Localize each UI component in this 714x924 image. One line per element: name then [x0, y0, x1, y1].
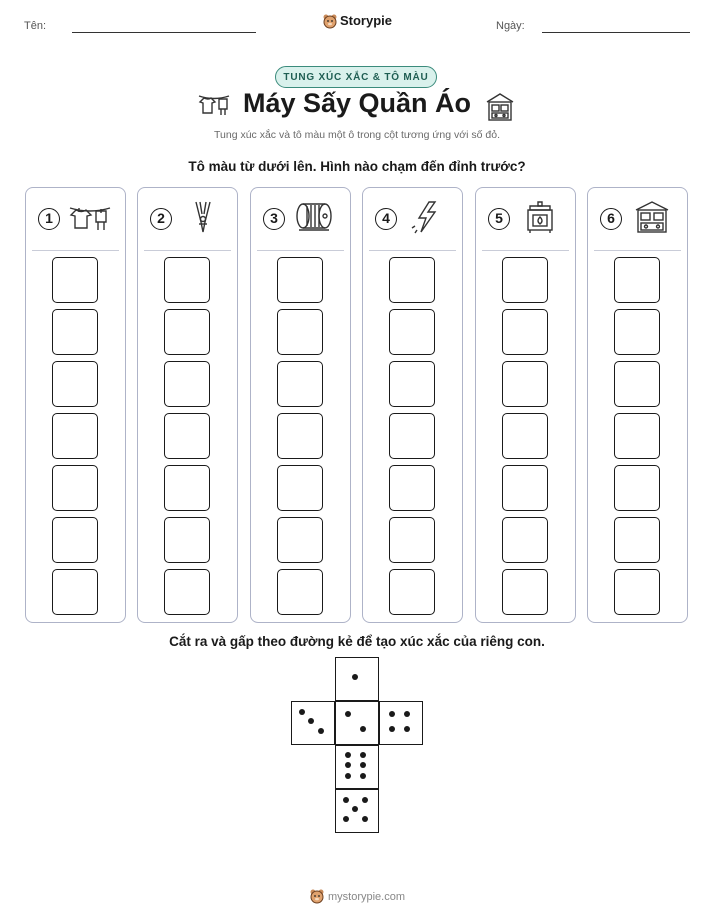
color-cell[interactable] — [389, 465, 435, 511]
color-cell[interactable] — [502, 517, 548, 563]
date-line[interactable] — [542, 32, 690, 33]
color-cell[interactable] — [277, 569, 323, 615]
column-number: 1 — [38, 208, 60, 230]
column-1 — [25, 187, 126, 623]
color-cell[interactable] — [164, 517, 210, 563]
pip — [404, 726, 410, 732]
heater-icon — [518, 200, 562, 239]
pip — [389, 711, 395, 717]
color-cell[interactable] — [52, 257, 98, 303]
dice-face-5 — [335, 789, 379, 833]
color-cell[interactable] — [389, 309, 435, 355]
pip — [362, 816, 368, 822]
activity-badge: TUNG XÚC XẮC & TÔ MÀU — [275, 66, 437, 88]
color-cell[interactable] — [502, 569, 548, 615]
brand-name: Storypie — [339, 13, 392, 28]
color-cell[interactable] — [277, 361, 323, 407]
column-4 — [362, 187, 463, 623]
color-cell[interactable] — [52, 413, 98, 459]
bear-icon — [322, 13, 338, 32]
color-cell[interactable] — [389, 257, 435, 303]
pip — [318, 728, 324, 734]
coloring-instruction: Tô màu từ dưới lên. Hình nào chạm đến đỉnh trước? — [188, 159, 526, 174]
laundry-room-icon — [485, 92, 515, 127]
color-cell[interactable] — [389, 361, 435, 407]
color-cell[interactable] — [614, 517, 660, 563]
bear-icon — [309, 888, 325, 907]
pip — [345, 762, 351, 768]
color-cell[interactable] — [389, 413, 435, 459]
column-divider — [369, 250, 456, 251]
column-5 — [475, 187, 576, 623]
color-cell[interactable] — [277, 257, 323, 303]
column-divider — [594, 250, 681, 251]
lightning-icon — [405, 200, 449, 239]
color-cell[interactable] — [277, 413, 323, 459]
pip — [343, 797, 349, 803]
color-cell[interactable] — [52, 569, 98, 615]
column-number: 2 — [150, 208, 172, 230]
column-6 — [587, 187, 688, 623]
color-cell[interactable] — [52, 361, 98, 407]
color-cell[interactable] — [502, 465, 548, 511]
page-title: Máy Sấy Quần Áo — [242, 88, 472, 118]
dryer-drum-icon — [293, 200, 337, 239]
pip — [360, 726, 366, 732]
dice-face-4 — [379, 701, 423, 745]
subtitle: Tung xúc xắc và tô màu một ô trong cột tương ứng với số đỏ. — [214, 129, 500, 141]
column-number: 3 — [263, 208, 285, 230]
dice-face-3 — [291, 701, 335, 745]
pip — [345, 773, 351, 779]
color-cell[interactable] — [164, 413, 210, 459]
color-cell[interactable] — [164, 309, 210, 355]
pip — [362, 797, 368, 803]
clothesline-icon — [68, 200, 112, 239]
pip — [343, 816, 349, 822]
column-number: 5 — [488, 208, 510, 230]
date-label: Ngày: — [496, 20, 525, 32]
column-number: 6 — [600, 208, 622, 230]
column-number: 4 — [375, 208, 397, 230]
pip — [352, 674, 358, 680]
pip — [360, 762, 366, 768]
brand-logo — [0, 13, 714, 32]
pip — [308, 718, 314, 724]
pip — [299, 709, 305, 715]
color-cell[interactable] — [502, 413, 548, 459]
name-line[interactable] — [72, 32, 256, 33]
pip — [360, 752, 366, 758]
color-cell[interactable] — [52, 309, 98, 355]
column-divider — [482, 250, 569, 251]
laundry-room-icon — [630, 200, 674, 239]
pip — [352, 806, 358, 812]
column-2 — [137, 187, 238, 623]
column-divider — [144, 250, 231, 251]
color-cell[interactable] — [614, 413, 660, 459]
dice-face-2 — [335, 701, 379, 745]
color-cell[interactable] — [277, 465, 323, 511]
name-label: Tên: — [24, 20, 47, 32]
color-cell[interactable] — [164, 465, 210, 511]
color-cell[interactable] — [389, 569, 435, 615]
cut-instruction: Cắt ra và gấp theo đường kẻ để tạo xúc xắc của riêng con. — [169, 634, 545, 649]
color-cell[interactable] — [277, 309, 323, 355]
color-cell[interactable] — [614, 569, 660, 615]
color-cell[interactable] — [52, 465, 98, 511]
color-cell[interactable] — [164, 569, 210, 615]
pip — [389, 726, 395, 732]
color-cell[interactable] — [502, 309, 548, 355]
pip — [360, 773, 366, 779]
dice-face-6 — [335, 745, 379, 789]
column-divider — [32, 250, 119, 251]
color-cell[interactable] — [614, 257, 660, 303]
color-cell[interactable] — [52, 517, 98, 563]
footer — [0, 888, 714, 907]
color-cell[interactable] — [502, 257, 548, 303]
color-cell[interactable] — [614, 465, 660, 511]
pip — [345, 752, 351, 758]
footer-url[interactable]: mystorypie.com — [327, 891, 406, 903]
color-cell[interactable] — [164, 361, 210, 407]
pip — [345, 711, 351, 717]
dice-face-1 — [335, 657, 379, 701]
color-cell[interactable] — [277, 517, 323, 563]
clothespin-icon — [180, 200, 224, 239]
column-3 — [250, 187, 351, 623]
pip — [404, 711, 410, 717]
color-cell[interactable] — [502, 361, 548, 407]
color-cell[interactable] — [389, 517, 435, 563]
color-cell[interactable] — [164, 257, 210, 303]
color-cell[interactable] — [614, 361, 660, 407]
color-cell[interactable] — [614, 309, 660, 355]
column-divider — [257, 250, 344, 251]
